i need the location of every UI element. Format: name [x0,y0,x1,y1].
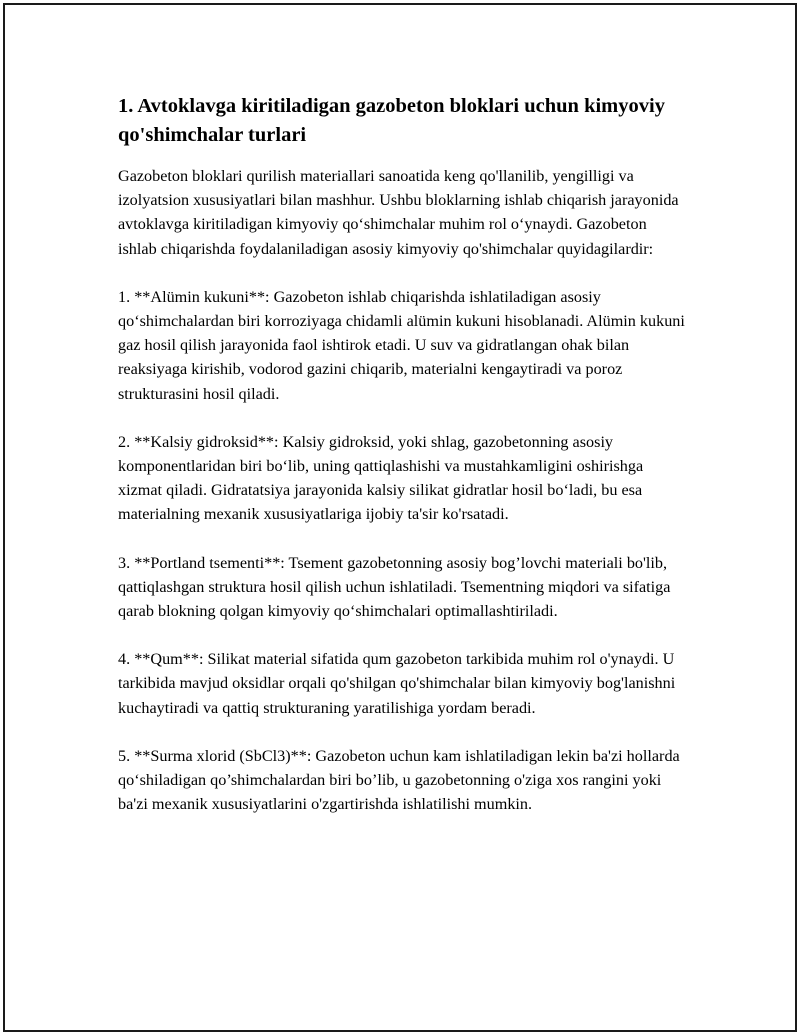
document-title: 1. Avtoklavga kiritiladigan gazobeton bloklari uchun kimyoviy qo'shimchalar turlari [118,95,665,146]
document-body [118,92,688,840]
item-portland-cement: 3. **Portland tsementi**: Tsement gazobetonning asosiy bog’lovchi materiali bo'lib, qattiqlashgan struktura hosil qilish uchun ishlatiladi. Tsementning miqdori va sifatiga qarab blokning qolgan kimyoviy qo‘shimchalari optimallashtiriladi. [118,553,671,621]
item-aluminum-powder: 1. **Alümin kukuni**: Gazobeton ishlab chiqarishda ishlatiladigan asosiy qo‘shimchalardan biri korroziyaga chidamli alümin kukuni hisoblanadi. Alümin kukuni gaz hosil qilish jarayonida faol ishtirok etadi. U suv va gidratlangan ohak bilan reaksiyaga kirishib, vodorod gazini chiqarib, materialni kengaytiradi va poroz strukturasini hosil qiladi. [118,287,685,403]
item-antimony-chloride: 5. **Surma xlorid (SbCl3)**: Gazobeton uchun kam ishlatiladigan lekin ba'zi hollarda qo‘shiladigan qo’shimchalardan biri bo’lib, u gazobetonning o'ziga xos rangini yoki ba'zi mexanik xususiyatlarini o'zgartirishda ishlatilishi mumkin. [118,746,680,814]
item-calcium-hydroxide: 2. **Kalsiy gidroksid**: Kalsiy gidroksid, yoki shlag, gazobetonning asosiy komponentlaridan biri bo‘lib, uning qattiqlashishi va mustahkamligini oshirishga xizmat qiladi. Gidratatsiya jarayonida kalsiy silikat gidratlar hosil bo‘ladi, bu esa materialning mexanik xususiyatlariga ijobiy ta'sir ko'rsatadi. [118,432,644,524]
intro-paragraph: Gazobeton bloklari qurilish materiallari sanoatida keng qo'llanilib, yengilligi va izolyatsion xususiyatlari bilan mashhur. Ushbu bloklarning ishlab chiqarish jarayonida avtoklavga kiritiladigan kimyoviy qo‘shimchalar muhim rol o‘ynaydi. Gazobeton ishlab chiqarishda foydalaniladigan asosiy kimyoviy qo'shimchalar quyidagilardir: [118,167,679,258]
item-sand: 4. **Qum**: Silikat material sifatida qum gazobeton tarkibida muhim rol o'ynaydi. U tarkibida mavjud oksidlar orqali qo'shilgan qo'shimchalar bilan kimyoviy bog'lanishni kuchaytiradi va qattiq strukturaning yaratilishiga yordam beradi. [118,650,676,717]
